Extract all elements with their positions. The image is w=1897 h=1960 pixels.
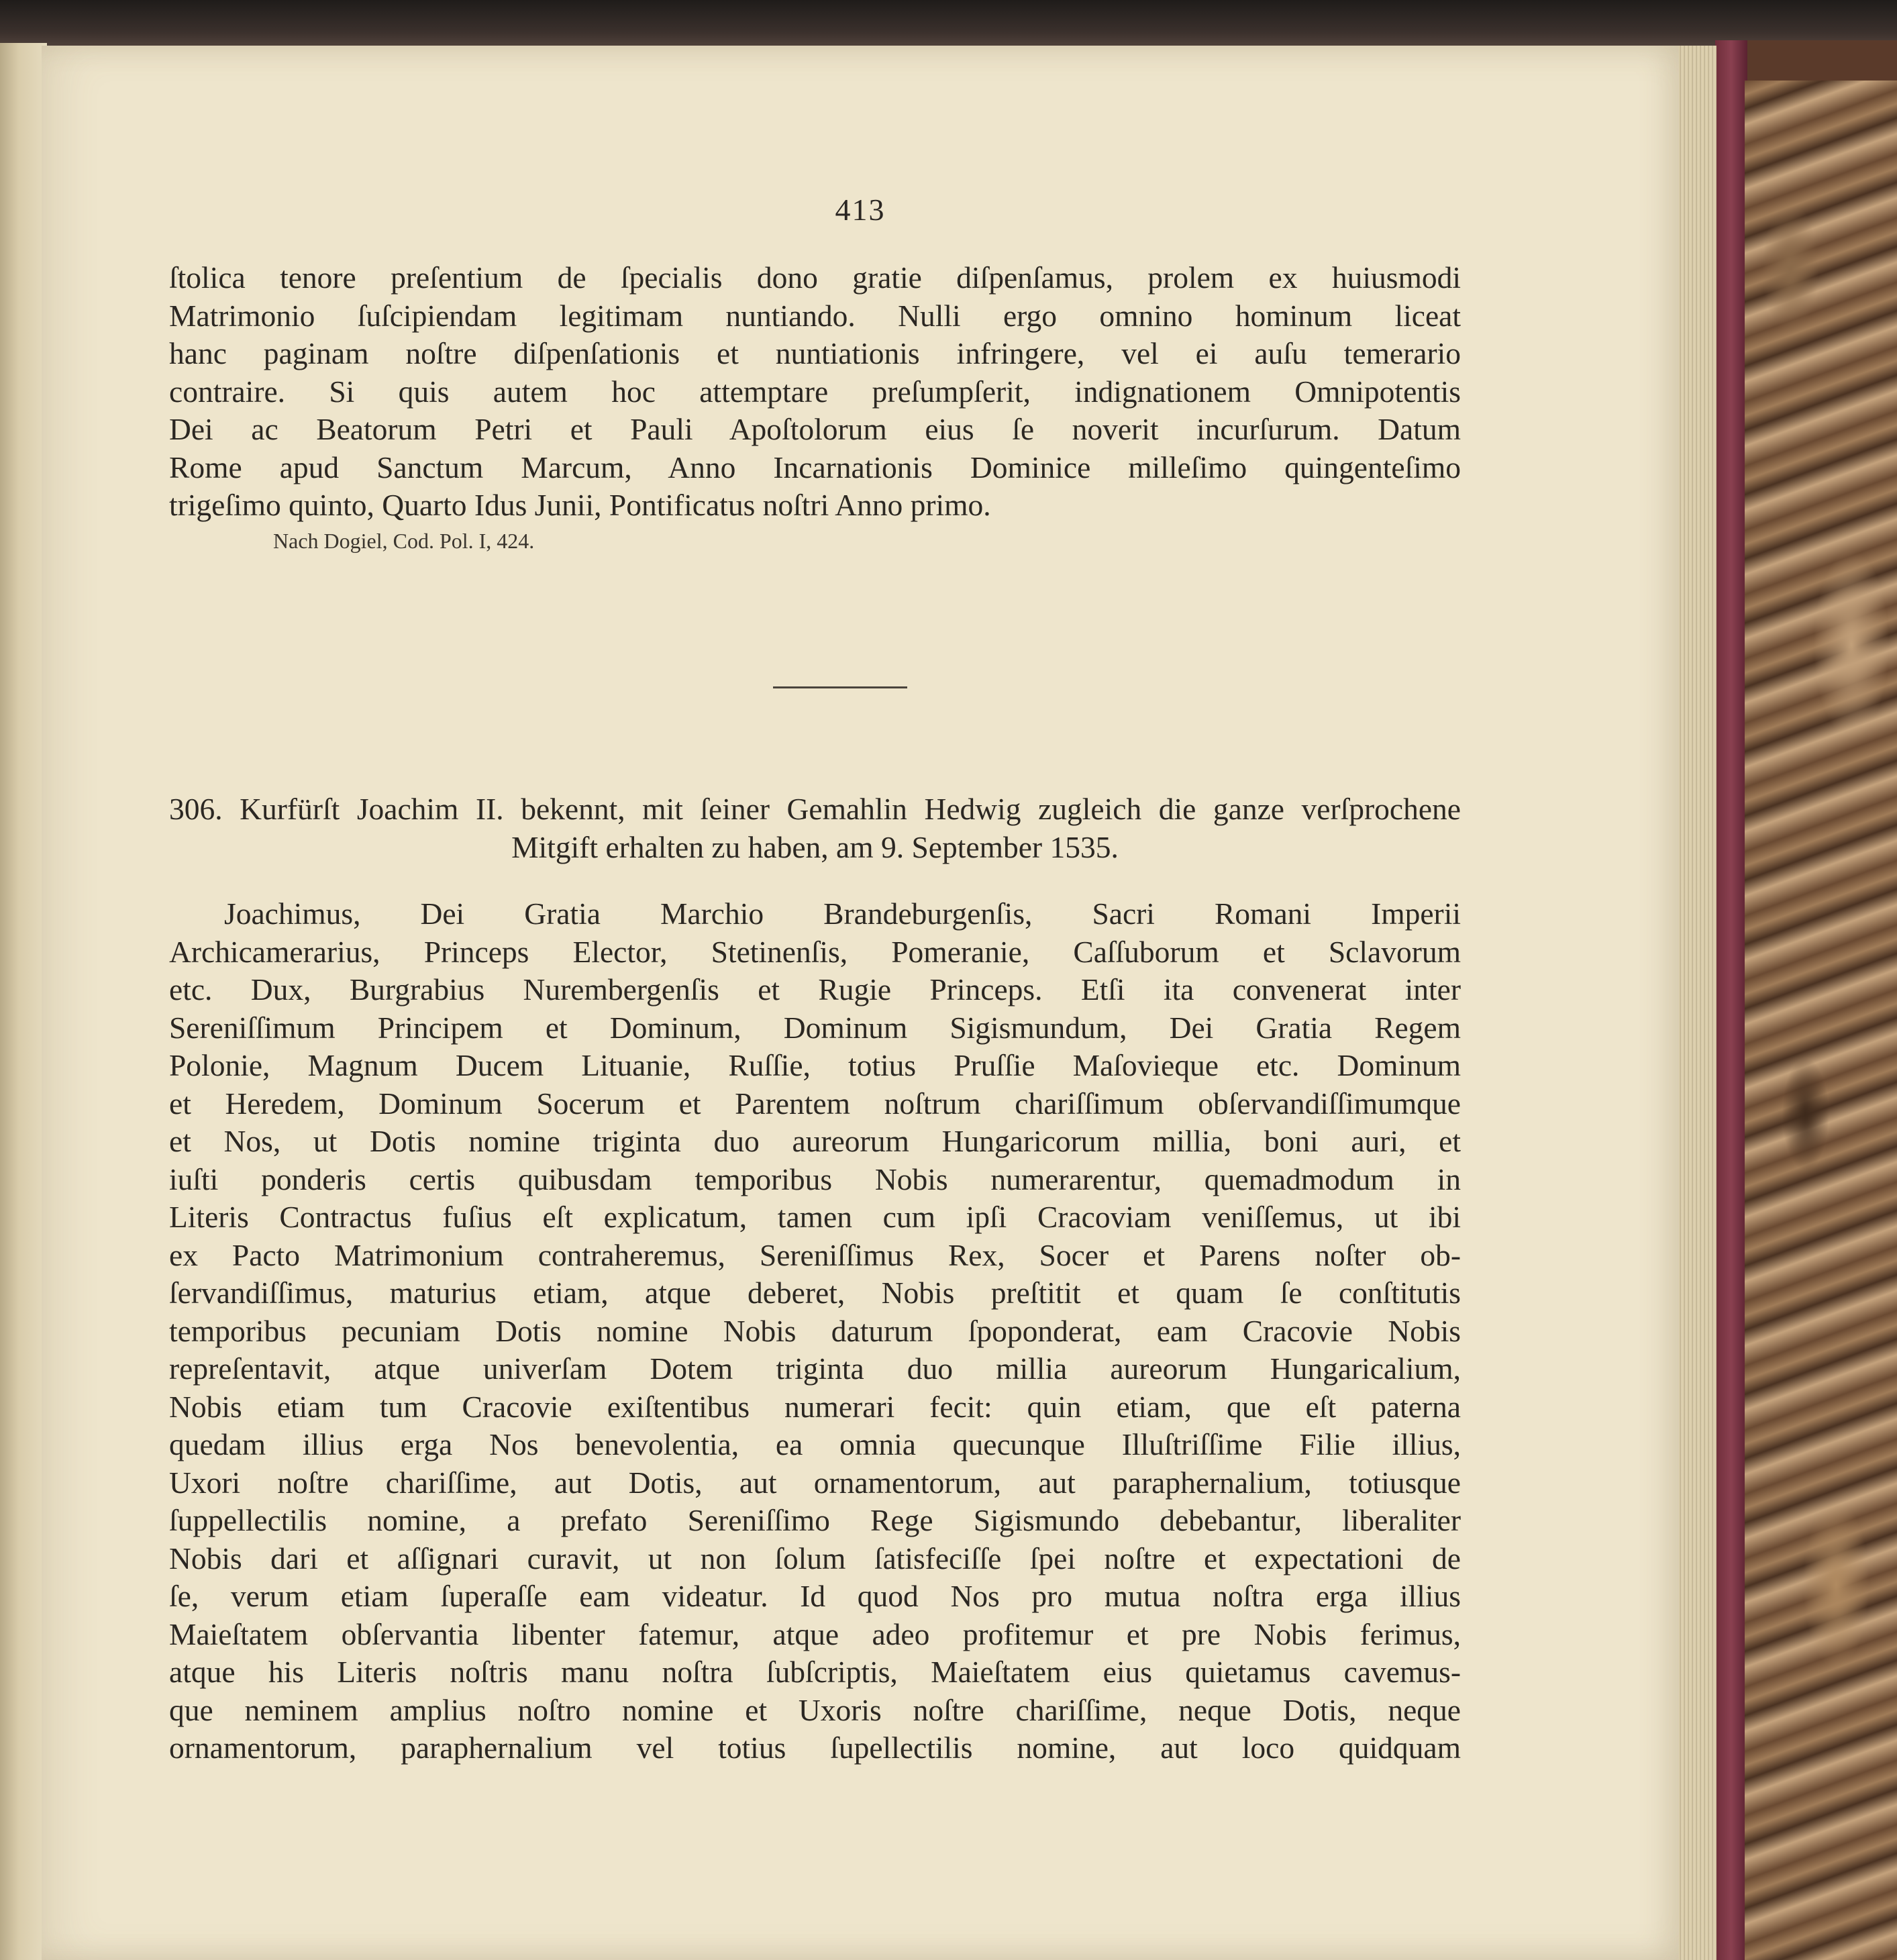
text-line: que neminem amplius noſtro nomine et Uxoris noſtre chariſſime, neque Dotis, neque bbox=[169, 1692, 1461, 1727]
marbled-endpaper bbox=[1745, 81, 1897, 1960]
text-line: et Nos, ut Dotis nomine triginta duo aureorum Hungaricorum millia, boni auri, et bbox=[169, 1124, 1461, 1158]
text-line: hanc paginam noſtre diſpenſationis et nuntiationis infringere, vel ei auſu temerario bbox=[169, 336, 1461, 370]
text-line: repreſentavit, atque univerſam Dotem triginta duo millia aureorum Hungaricalium, bbox=[169, 1351, 1461, 1386]
section-divider bbox=[773, 686, 907, 688]
text-line: Nobis dari et aſſignari curavit, ut non ſolum ſatisfeciſſe ſpei noſtre et expectationi de bbox=[169, 1541, 1461, 1576]
heading-line-1: 306. Kurfürſt Joachim II. bekennt, mit ſeiner Gemahlin Hedwig zugleich die ganze verſprochene bbox=[169, 792, 1461, 826]
text-line: ex Pacto Matrimonium contraheremus, Sereniſſimus Rex, Socer et Parens noſter ob- bbox=[169, 1237, 1461, 1272]
text-line: et Heredem, Dominum Socerum et Parentem noſtrum chariſſimum obſervandiſſimumque bbox=[169, 1086, 1461, 1121]
text-line: Nobis etiam tum Cracovie exiſtentibus numerari fecit: quin etiam, que eſt paterna bbox=[169, 1389, 1461, 1424]
text-line: ſervandiſſimus, maturius etiam, atque deberet, Nobis preſtitit et quam ſe conſtitutis bbox=[169, 1276, 1461, 1310]
text-line: Sereniſſimum Principem et Dominum, Dominum Sigismundum, Dei Gratia Regem bbox=[169, 1010, 1461, 1045]
text-line: ſe, verum etiam ſuperaſſe eam videatur. Id quod Nos pro mutua noſtra erga illius bbox=[169, 1579, 1461, 1613]
text-line: ſtolica tenore preſentium de ſpecialis dono gratie diſpenſamus, prolem ex huiusmodi bbox=[169, 260, 1461, 295]
document-body bbox=[169, 895, 1461, 1767]
book-page bbox=[42, 46, 1679, 1960]
text-line: Literis Contractus fuſius eſt explicatum, tamen cum ipſi Cracoviam veniſſemus, ut ibi bbox=[169, 1200, 1461, 1234]
source-note: Nach Dogiel, Cod. Pol. I, 424. bbox=[273, 529, 535, 553]
text-line: temporibus pecuniam Dotis nomine Nobis daturum ſpoponderat, eam Cracovie Nobis bbox=[169, 1313, 1461, 1348]
cover-spine-strip bbox=[1715, 40, 1747, 1960]
text-line: atque his Literis noſtris manu noſtra ſubſcriptis, Maieſtatem eius quietamus cavemus- bbox=[169, 1655, 1461, 1689]
text-line: contraire. Si quis autem hoc attemptare preſumpſerit, indignationem Omnipotentis bbox=[169, 374, 1461, 409]
page-number: 413 bbox=[835, 193, 886, 227]
continuation-paragraph bbox=[169, 259, 1461, 525]
text-line: trigeſimo quinto, Quarto Idus Junii, Pontificatus noſtri Anno primo. bbox=[169, 488, 991, 522]
text-line: iuſti ponderis certis quibusdam temporibus Nobis numerarentur, quemadmodum in bbox=[169, 1162, 1461, 1196]
document-heading bbox=[169, 790, 1461, 866]
text-line: Maieſtatem obſervantia libenter fatemur, atque adeo profitemur et pre Nobis ferimus, bbox=[169, 1616, 1461, 1651]
text-line: Rome apud Sanctum Marcum, Anno Incarnationis Dominice milleſimo quingenteſimo bbox=[169, 450, 1461, 484]
text-line: etc. Dux, Burgrabius Nurembergenſis et Rugie Princeps. Etſi ita convenerat inter bbox=[169, 972, 1461, 1007]
text-line: Dei ac Beatorum Petri et Pauli Apoſtolorum eius ſe noverit incurſurum. Datum bbox=[169, 412, 1461, 446]
text-line: Polonie, Magnum Ducem Lituanie, Ruſſie, totius Pruſſie Maſovieque etc. Dominum bbox=[169, 1048, 1461, 1082]
left-page-edge bbox=[0, 43, 47, 1960]
text-line: Uxori noſtre chariſſime, aut Dotis, aut ornamentorum, aut paraphernalium, totiusque bbox=[169, 1465, 1461, 1500]
text-line: Archicamerarius, Princeps Elector, Stetinenſis, Pomeranie, Caſſuborum et Sclavorum bbox=[169, 934, 1461, 969]
text-line: Joachimus, Dei Gratia Marchio Brandeburgenſis, Sacri Romani Imperii bbox=[224, 896, 1461, 931]
text-line: Matrimonio ſuſcipiendam legitimam nuntiando. Nulli ergo omnino hominum liceat bbox=[169, 298, 1461, 333]
heading-line-2: Mitgift erhalten zu haben, am 9. September 1535. bbox=[511, 829, 1119, 864]
text-line: ſuppellectilis nomine, a prefato Sereniſſimo Rege Sigismundo debebantur, liberaliter bbox=[169, 1503, 1461, 1537]
text-line: ornamentorum, paraphernalium vel totius ſupellectilis nomine, aut loco quidquam bbox=[169, 1731, 1461, 1765]
text-line: quedam illius erga Nos benevolentia, ea omnia quecunque Illuſtriſſime Filie illius, bbox=[169, 1427, 1461, 1461]
